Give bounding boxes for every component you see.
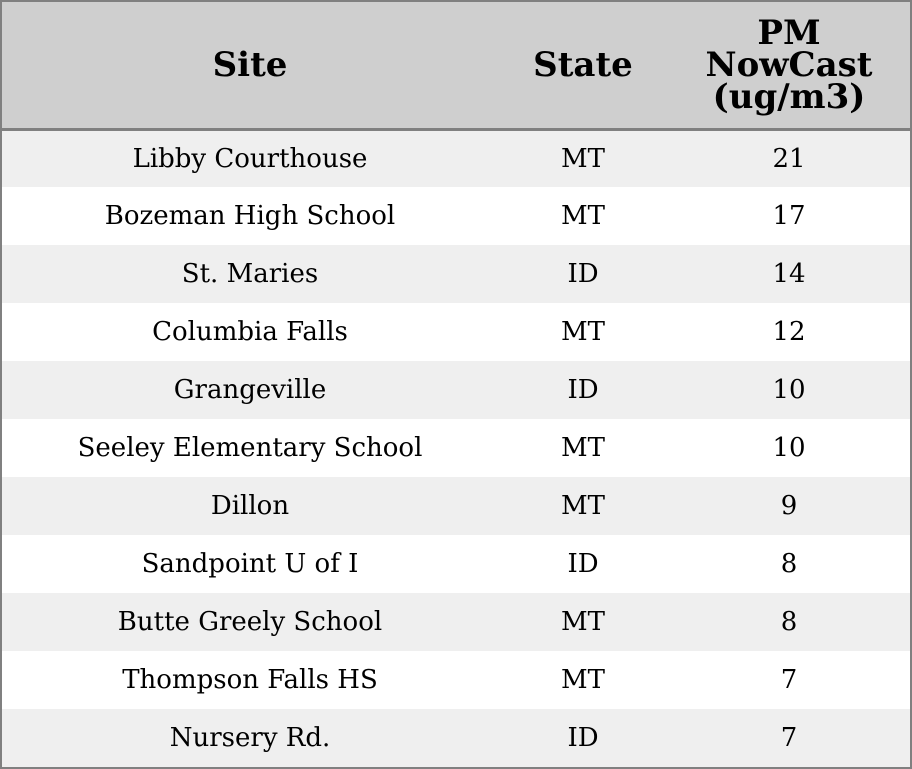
cell-state: MT	[561, 143, 605, 174]
table-header	[2, 2, 910, 129]
cell-state: MT	[561, 433, 605, 463]
cell-state: ID	[567, 549, 599, 579]
table-row	[2, 303, 910, 361]
cell-site: St. Maries	[181, 259, 319, 289]
cell-pm-nowcast: 10	[772, 375, 806, 405]
table-row	[2, 245, 910, 303]
cell-pm-nowcast: 8	[780, 607, 798, 637]
column-header-pm-nowcast	[668, 2, 910, 129]
cell-state: MT	[561, 201, 605, 231]
table-row	[2, 187, 910, 245]
table-row	[2, 361, 910, 419]
pm-nowcast-table	[2, 2, 910, 767]
cell-site: Thompson Falls HS	[122, 665, 378, 695]
cell-site: Butte Greely School	[117, 607, 383, 637]
cell-site: Bozeman High School	[104, 201, 396, 231]
cell-site: Dillon	[210, 491, 290, 521]
column-header-state: State	[498, 2, 668, 129]
table-row	[2, 477, 910, 535]
cell-site: Sandpoint U of I	[141, 549, 359, 579]
cell-site: Seeley Elementary School	[77, 433, 423, 463]
table-row	[2, 129, 910, 187]
table-body	[2, 129, 910, 767]
cell-pm-nowcast: 21	[772, 143, 806, 174]
cell-state: ID	[567, 259, 599, 289]
cell-pm-nowcast: 14	[772, 259, 806, 289]
cell-state: MT	[561, 607, 605, 637]
cell-pm-nowcast: 7	[780, 723, 798, 753]
cell-pm-nowcast: 17	[772, 201, 806, 231]
cell-state: ID	[567, 375, 599, 405]
cell-state: ID	[567, 723, 599, 753]
header-row	[2, 2, 910, 129]
cell-pm-nowcast: 7	[780, 665, 798, 695]
cell-state: MT	[561, 491, 605, 521]
column-header-pm-nowcast-label: PM NowCast (ug/m3)	[705, 12, 873, 117]
cell-pm-nowcast: 12	[772, 317, 806, 347]
table-row	[2, 709, 910, 767]
cell-site: Columbia Falls	[152, 317, 348, 347]
cell-state: MT	[561, 317, 605, 347]
cell-state: MT	[561, 665, 605, 695]
cell-site: Grangeville	[173, 375, 327, 405]
cell-pm-nowcast: 8	[780, 549, 798, 579]
table-row	[2, 419, 910, 477]
table-row	[2, 593, 910, 651]
column-header-site: Site	[2, 2, 498, 129]
cell-site: Libby Courthouse	[132, 143, 368, 174]
cell-pm-nowcast: 9	[780, 491, 798, 521]
table-row	[2, 535, 910, 593]
cell-pm-nowcast: 10	[772, 433, 806, 463]
cell-site: Nursery Rd.	[169, 723, 331, 753]
table-row	[2, 651, 910, 709]
